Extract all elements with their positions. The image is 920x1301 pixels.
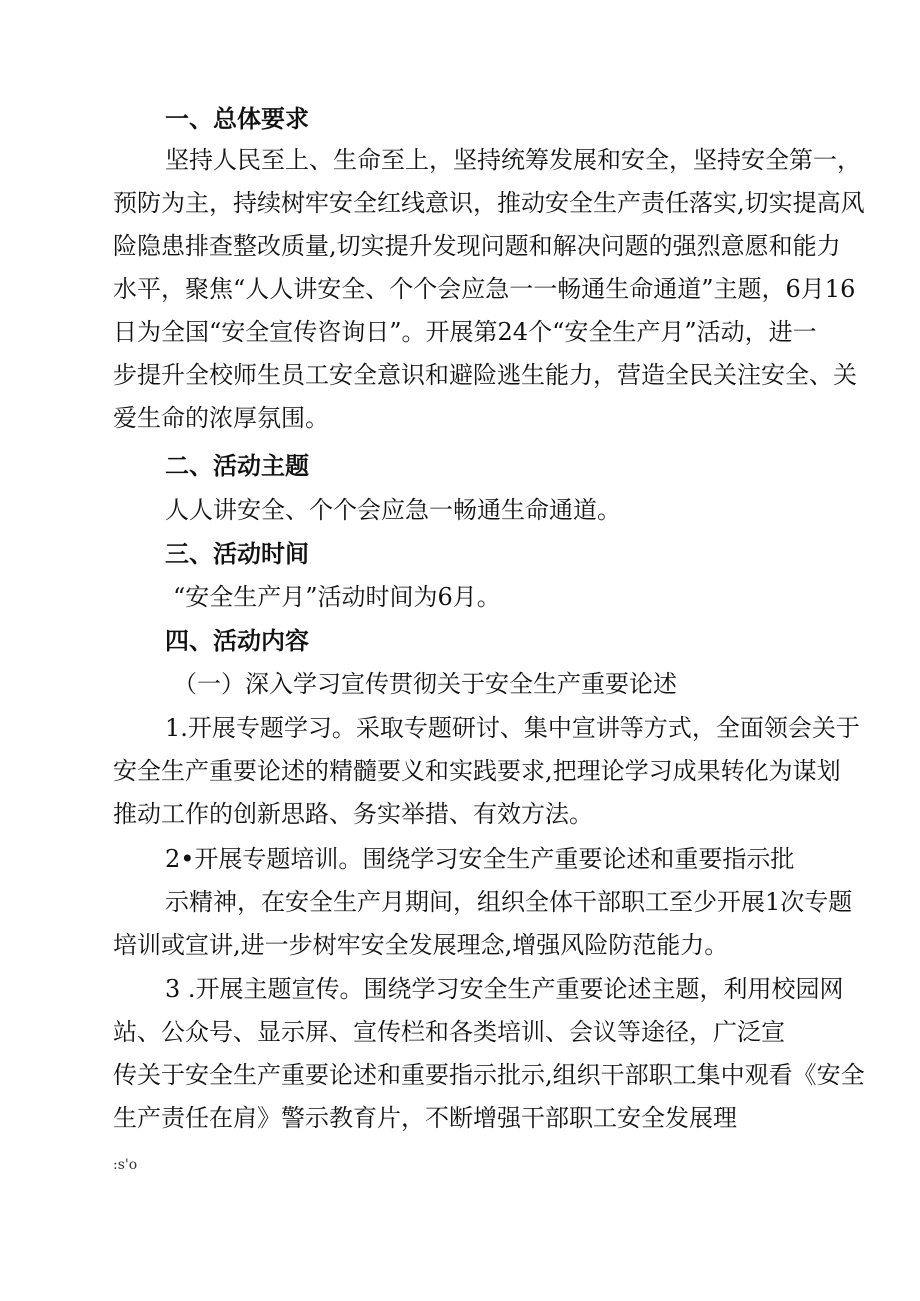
paragraph-line: 培训或宣讲,进一步树牢安全发展理念,增强风险防范能力。 [113,931,729,959]
paragraph-line: 爱生命的浓厚氛围。 [113,404,329,432]
paragraph-line: 预防为主，持续树牢安全红线意识，推动安全生产责任落实,切实提高风 [113,189,865,217]
paragraph-line: 2•开展专题培训。围绕学习安全生产重要论述和重要指示批 [165,845,795,873]
paragraph-line: 生产责任在肩》警示教育片，不断增强干部职工安全发展理 [113,1104,737,1132]
paragraph-line: 步提升全校师生员工安全意识和避险逃生能力，营造全民关注安全、关 [113,361,857,389]
paragraph-line: 坚持人民至上、生命至上，坚持统筹发展和安全，坚持安全第一， [165,146,861,174]
paragraph-line: 安全生产重要论述的精髓要义和实践要求,把理论学习成果转化为谋划 [113,757,841,785]
paragraph-line: 1.开展专题学习。采取专题研讨、集中宣讲等方式，全面领会关于 [165,714,860,742]
paragraph-line: 示精神，在安全生产月期间，组织全体干部职工至少开展1次专题 [165,888,853,916]
paragraph-line: 推动工作的创新思路、务实举措、有效方法。 [113,800,593,828]
heading-activity-content: 四、活动内容 [165,627,309,655]
paragraph-line: 人人讲安全、个个会应急一畅通生命通道。 [165,496,621,524]
heading-general-requirements: 一、总体要求 [165,105,309,133]
paragraph-line: 站、公众号、显示屏、宣传栏和各类培训、会议等途径，广泛宣 [113,1018,785,1046]
paragraph-line: 3 .开展主题宣传。围绕学习安全生产重要论述主题，利用校园网 [165,975,844,1003]
heading-activity-theme: 二、活动主题 [165,452,309,480]
paragraph-line: “安全生产月”活动时间为6月。 [173,583,501,611]
heading-activity-time: 三、活动时间 [165,540,309,568]
footer-mark: :s'o [113,1157,138,1173]
subheading-line: （一）深入学习宣传贯彻关于安全生产重要论述 [173,670,677,698]
paragraph-line: 传关于安全生产重要论述和重要指示批示,组织干部职工集中观看《安全 [113,1061,865,1089]
paragraph-line: 险隐患排查整改质量,切实提升发现问题和解决问题的强烈意愿和能力 [113,232,841,260]
paragraph-line: 水平，聚焦“人人讲安全、个个会应急一一畅通生命通道”主题，6月16 [113,275,856,303]
paragraph-line: 日为全国“安全宣传咨询日”。开展第24个“安全生产月”活动，进一 [113,318,817,346]
